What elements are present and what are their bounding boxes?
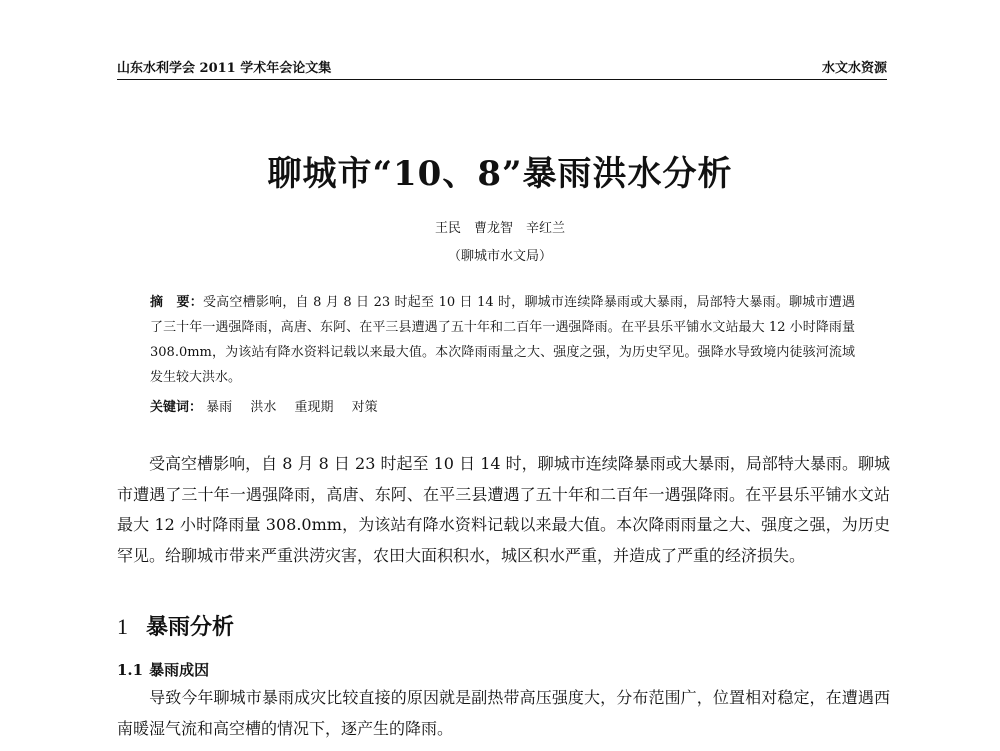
body-paragraph	[117, 449, 890, 571]
keywords	[150, 395, 855, 420]
keyword: 洪水	[250, 400, 277, 415]
authors: 王民 曹龙智 辛红兰	[434, 221, 565, 236]
running-header	[117, 54, 887, 80]
keyword: 对策	[351, 400, 378, 415]
keywords-label: 关键词：	[150, 400, 203, 415]
keyword: 暴雨	[206, 400, 233, 415]
section-title: 暴雨分析	[146, 615, 235, 640]
abstract-text: 受高空槽影响，自 8 月 8 日 23 时起至 10 日 14 时，聊城市连续降暴雨或大暴雨，局部特大暴雨。聊城市遭遇了三十年一遇强降雨，高唐、东阿、在平三县遭遇了五十年和二百年一遇强降雨。在平县乐平铺水文站最大 12 小时降雨量 308.0mm，为该站有降水资料记载以来最大值。本次降雨雨量之大、强度之强，为历史罕见。强降水导致境内徒骇河流域发生较大洪水。	[150, 295, 855, 385]
subsection-number: 1.1	[117, 661, 144, 679]
abstract	[150, 290, 855, 390]
subsection-title: 暴雨成因	[149, 661, 210, 679]
body-paragraph	[117, 683, 890, 744]
header-category: 水文水资源	[821, 61, 887, 76]
body-paragraph-text: 受高空槽影响，自 8 月 8 日 23 时起至 10 日 14 时，聊城市连续降暴雨或大暴雨，局部特大暴雨。聊城市遭遇了三十年一遇强降雨，高唐、东阿、在平三县遭遇了五十年和二百年一遇强降雨。在平县乐平铺水文站最大 12 小时降雨量 308.0mm，为该站有降水资料记载以来最大值。本次降雨雨量之大、强度之强，为历史罕见。给聊城市带来严重洪涝灾害，农田大面积积水，城区积水严重，并造成了严重的经济损失。	[117, 454, 890, 565]
subsection-heading	[117, 659, 209, 680]
section-heading	[117, 610, 234, 641]
section-number: 1	[117, 614, 128, 639]
affiliation: （聊城市水文局）	[447, 249, 552, 264]
paper-title: 聊城市“10、8”暴雨洪水分析	[267, 154, 733, 194]
body-paragraph-text: 导致今年聊城市暴雨成灾比较直接的原因就是副热带高压强度大，分布范围广，位置相对稳定，在遭遇西南暖湿气流和高空槽的情况下，逐产生的降雨。	[117, 688, 890, 738]
keyword: 重现期	[294, 400, 334, 415]
header-journal: 山东水利学会 2011 学术年会论文集	[117, 61, 332, 76]
abstract-label: 摘 要：	[150, 295, 203, 310]
